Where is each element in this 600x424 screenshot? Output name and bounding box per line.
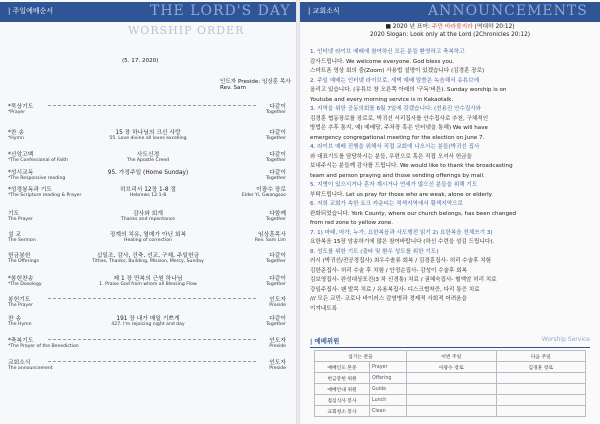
- item-label-ko: *묵상기도: [8, 104, 34, 110]
- service-row: [315, 373, 586, 384]
- item-leader-en: Preside: [269, 344, 286, 349]
- service-this-week: [407, 373, 497, 384]
- announcement-line: 김한준집사- 허리 수술 후 치험 / 안정순집사- 감성이 수술후 회복: [310, 267, 468, 274]
- order-item: [8, 167, 286, 185]
- service-role: 교회청소 봉사: [315, 406, 370, 417]
- announcement-line: 김경훈 협동장로를 장로로, 박귀선 서리집사를 안수집사로 추천, 구체적인: [310, 115, 489, 122]
- item-content-en: Hebrews 12:1-8: [129, 193, 167, 198]
- service-next-week: 김경훈 장로: [496, 362, 586, 373]
- item-content-en: 1. Praise God from whom all Blessing Flow: [99, 282, 197, 287]
- order-line-en: [8, 136, 286, 143]
- item-label-en: The Offerings: [8, 259, 39, 264]
- order-line-en: [8, 238, 286, 245]
- item-label-en: *The Doxology: [8, 282, 42, 287]
- service-role-en: Guide: [370, 384, 407, 395]
- item-label-en: The Prayer: [8, 303, 33, 308]
- item-content: 감사와 회개: [133, 211, 163, 217]
- service-role: 헌금봉헌 위원: [315, 373, 370, 384]
- order-item: [8, 273, 286, 291]
- announcement-line: 와 대표기도를 담당하시는 분들, 우편으로 혹은 직접 오셔서 헌금을: [310, 153, 472, 160]
- item-label-ko: 기도: [8, 211, 20, 217]
- item-label-en: The Hymn: [8, 322, 32, 327]
- item-label-ko: *찬 송: [8, 130, 24, 136]
- service-next-week: [496, 384, 586, 395]
- slogan: [300, 23, 600, 39]
- item-label-en: *Hymn: [8, 136, 24, 141]
- item-label-en: *The Scripture reading & Prayer: [8, 193, 82, 198]
- item-label-ko: 찬 송: [8, 316, 22, 322]
- order-line-ko: [8, 250, 286, 258]
- order-line-ko: [8, 208, 286, 216]
- item-leader: 이광수 장로: [256, 187, 286, 193]
- item-label-ko: *봉헌찬송: [8, 276, 34, 282]
- leader-dots: [48, 361, 256, 362]
- header-cell: 섬기는 분들: [315, 351, 407, 362]
- item-leader-en: Together: [265, 217, 286, 222]
- service-header-row: [315, 351, 586, 362]
- left-page: [0, 0, 296, 424]
- item-content: 히브리서 12장 1-8 절: [120, 187, 176, 193]
- announcement-line: 감사드립니다. We welcome everyone. God bless you.: [310, 58, 455, 65]
- right-page: [300, 0, 600, 424]
- item-leader: 다같이: [269, 253, 286, 259]
- item-leader: 인도자: [269, 338, 286, 344]
- service-role: 예배안내 위원: [315, 384, 370, 395]
- service-next-week: [496, 406, 586, 417]
- order-item: [8, 229, 286, 247]
- item-leader-en: Together: [265, 176, 286, 181]
- order-item: [8, 127, 286, 145]
- item-content: 십일조, 감사, 건축, 선교, 구제, 주일헌금: [96, 253, 200, 259]
- item-label-ko: 헌금봉헌: [8, 253, 31, 259]
- page-title: THE LORD'S DAY: [150, 3, 291, 19]
- order-line-ko: [8, 273, 286, 281]
- page-subtitle: WORSHIP ORDER: [128, 24, 245, 37]
- service-row: [315, 384, 586, 395]
- order-line-en: [8, 344, 286, 351]
- service-role-en: Prayer: [370, 362, 407, 373]
- service-this-week: 이광수 장로: [407, 362, 497, 373]
- item-leader: 다같이: [269, 152, 286, 158]
- item-label-ko: 교회소식: [8, 360, 31, 366]
- announcement-line: 3. 지역을 위한 공동의회를 6월 7일에 갖겠습니다. (전용진 안수집사와: [310, 106, 482, 112]
- order-item: [8, 250, 286, 268]
- announcement-line: from red zone to yellow zone.: [310, 220, 394, 226]
- order-line-en: [8, 259, 286, 266]
- slogan-prefix: ■ 2020 년 표어:: [385, 24, 432, 30]
- announcement-line: team and person praying and those sending offerings by mail.: [310, 172, 485, 179]
- order-item: [8, 184, 286, 202]
- item-content: 제 1 장 만복의 근원 하나님: [113, 276, 183, 282]
- slogan-en: 2020 Slogan: Look only at the Lord (2Chronicles 20:12): [369, 32, 531, 38]
- announcement-line: 방법은 추후 통지, 예) 예배당, 주차장 혹은 인터넷을 통해) We will have: [310, 125, 488, 131]
- service-table: [314, 350, 586, 417]
- announcement-line: 7. 1) 마태, 마가, 누가, 요한복음과 사도행전 읽기 2) 요한복음 전체쓰기 3): [310, 229, 493, 236]
- item-leader: 다같이: [269, 170, 286, 176]
- item-content-en: Healing of correction: [124, 238, 172, 243]
- order-line-en: [8, 110, 286, 117]
- announcement-line: 8. 성도를 위한 기도 (출타 및 환우 성도를 위한 기도): [310, 248, 439, 255]
- announcement-line: /// 모든 교민- 코로나 바이러스 감염병과 경제적 사회적 어려움을: [310, 296, 467, 302]
- item-leader: 인도자: [269, 297, 286, 303]
- order-line-ko: [8, 357, 286, 365]
- section-label: | 교회소식: [308, 7, 340, 15]
- item-leader: 인도자: [269, 360, 286, 366]
- leader-dots: [48, 298, 256, 299]
- order-line-ko: [8, 101, 286, 109]
- item-label-en: The Sermon: [8, 238, 36, 243]
- item-leader-en: Together: [265, 136, 286, 141]
- order-line-ko: [8, 294, 286, 302]
- item-leader: 다함께: [269, 211, 286, 217]
- service-role-en: Clean: [370, 406, 407, 417]
- leader-dots: [48, 339, 256, 340]
- item-leader: 다같이: [269, 104, 286, 110]
- announcement-line: 1. 인터넷 라이브 예배에 참여하신 모든 분들 환영하고 축복하고: [310, 49, 465, 55]
- announcement-line: 부탁드립니다. Let us pray for those who are weak, alone or elderly.: [310, 191, 493, 198]
- officiant: 인도자 Preside: 임상훈 목사 Rev. Sam: [220, 79, 291, 91]
- item-label-ko: *축복기도: [8, 338, 34, 344]
- item-leader-en: Preside: [269, 366, 286, 371]
- item-content: 사도신경: [136, 152, 160, 158]
- slogan-highlight: 주만 바라볼지라: [431, 24, 473, 30]
- order-line-ko: [8, 313, 286, 321]
- service-role-en: Offering: [370, 373, 407, 384]
- order-line-en: [8, 366, 286, 373]
- order-item: [8, 357, 286, 375]
- section-label: | 주일예배순서: [8, 7, 54, 15]
- item-leader-en: Elder Yi, Gwangsoo: [241, 193, 286, 198]
- item-content: 징계의 치유, 열매가 아닌 회복: [109, 232, 187, 238]
- service-next-week: [496, 373, 586, 384]
- item-label-en: The Prayer: [8, 217, 33, 222]
- service-role-en: Lunch: [370, 395, 407, 406]
- service-row: [315, 395, 586, 406]
- order-line-ko: [8, 127, 286, 135]
- item-content-en: Tithes, Thanks, Building, Mission, Mercy, Sunday: [92, 259, 204, 264]
- service-title: | 예배위원: [310, 337, 340, 345]
- item-content: 15 장 하나님의 크신 사랑: [115, 130, 181, 136]
- order-line-en: [8, 193, 286, 200]
- service-role: 예배인도 본문: [315, 362, 370, 373]
- announcement-line: 김보영집사- 완성대상포진(3 차 신경통) 치료 / 권혜숙집사- 혈액암 허리 치료: [310, 277, 497, 283]
- item-content-en: Thanks and repentance: [120, 217, 176, 222]
- announcement-line: 요한복음 15장 암송하기에 많은 참여바랍니다 (하신 수련을 섬김 드립니다).: [310, 239, 495, 245]
- item-leader: 다같이: [269, 276, 286, 282]
- order-item: [8, 149, 286, 167]
- order-line-en: [8, 217, 286, 224]
- announcement-line: 러시 (박귀선/전공경집사) 최우수솔류 회복 / 김경훈집사- 허리 수술후 치험: [310, 258, 492, 264]
- order-item: [8, 313, 286, 331]
- service-next-week: [496, 395, 586, 406]
- item-label-en: The announcement: [8, 366, 53, 371]
- item-label-en: *Prayer: [8, 110, 26, 115]
- header-cell: 이번 주일: [407, 351, 497, 362]
- page-title: ANNOUNCEMENTS: [428, 3, 588, 19]
- item-label-en: *The Prayer of the Benediction: [8, 344, 79, 349]
- item-leader-en: Together: [265, 110, 286, 115]
- order-line-ko: [8, 229, 286, 237]
- announcement-line: 6. 저희 교회가 속한 요크 카운티는 적색지역에서 황색지역으로: [310, 201, 463, 207]
- service-row: [315, 362, 586, 373]
- announcement-line: 올리고 있습니다. (유튜브 창 오른쪽 아래의 '구독'버튼). Sunday worship is on: [310, 87, 507, 93]
- item-label-ko: *성시교독: [8, 170, 34, 176]
- announcement-line: emergency congregational meeting for the election on June 7.: [310, 134, 485, 141]
- item-leader: 다같이: [269, 130, 286, 136]
- service-title-en: Worship Service: [541, 336, 590, 343]
- order-line-en: [8, 176, 286, 183]
- order-line-ko: [8, 167, 286, 175]
- service-row: [315, 406, 586, 417]
- announcement-line: Youtube and every morning service is in Kakaotalk.: [310, 96, 454, 103]
- item-content: 191 장 내가 매일 기쁘게: [116, 316, 180, 322]
- service-this-week: [407, 395, 497, 406]
- item-content-en: 427. I'm rejoicing night and day: [111, 322, 185, 327]
- item-label-ko: *성경봉독과 기도: [8, 187, 52, 193]
- announcement-line: 2. 주일 예배는 인터넷 라이브로, 새벽 예배 말씀은 녹음해서 유튜브에: [310, 77, 480, 84]
- announcement-line: 보내주시는 분들께 감사를 드립니다. We would like to thank the broadcasting: [310, 163, 513, 169]
- order-item: [8, 101, 286, 119]
- slogan-ref: (역대하 20:12): [472, 24, 515, 30]
- item-label-ko: 설 교: [8, 232, 22, 238]
- order-line-en: [8, 158, 286, 165]
- header-cell: 다음 주일: [496, 351, 586, 362]
- announcement-line: 완화되었습니다. York County, where our church belongs, has been changed: [310, 210, 517, 217]
- item-content-en: The Apostle Creed: [126, 158, 170, 163]
- announcement-line: 이겨내도록: [310, 305, 338, 312]
- item-leader: 임상훈목사: [258, 232, 286, 238]
- service-this-week: [407, 384, 497, 395]
- item-leader: 다같이: [269, 316, 286, 322]
- order-line-en: [8, 322, 286, 329]
- order-line-ko: [8, 184, 286, 192]
- order-item: [8, 335, 286, 353]
- announcement-list: [310, 48, 590, 314]
- announcement-line: 강일주집사- 팬 발목 치료 / 유용복집사- 디스크협착증, 다리 통증 치료: [310, 286, 480, 293]
- order-line-en: [8, 303, 286, 310]
- item-label-en: *The Confessional of Faith: [8, 158, 68, 163]
- order-item: [8, 294, 286, 312]
- item-leader-en: Preside: [269, 303, 286, 308]
- leader-dots: [48, 105, 256, 106]
- item-leader-en: Together: [265, 259, 286, 264]
- item-leader-en: Together: [265, 158, 286, 163]
- service-role: 점심식사 봉사: [315, 395, 370, 406]
- item-content-en: 55. Love divine all loves excelling: [109, 136, 187, 141]
- left-header-band: [0, 2, 296, 22]
- item-leader-en: Together: [265, 282, 286, 287]
- item-label-ko: 봉헌기도: [8, 297, 31, 303]
- service-heading: [310, 335, 590, 348]
- item-leader-en: Together: [265, 322, 286, 327]
- announcement-line: 5. 지병이 있으시거나 혼자 계시거나 연세가 많으신 분들을 위해 기도: [310, 182, 478, 188]
- order-item: [8, 208, 286, 226]
- item-label-en: *The Responsive reading: [8, 176, 66, 181]
- service-date: (5. 17. 2020): [122, 58, 159, 64]
- order-line-en: [8, 282, 286, 289]
- announcement-line: 스마트폰 영상 회의 줌(Zoom) 사용법 설명이 있겠습니다 (김경훈 장로): [310, 68, 485, 74]
- announcement-line: 4. 라이브 예배 진행을 위해서 직접 교회에 나오시는 분들(박귀선 집사: [310, 144, 480, 150]
- item-leader-en: Rev. Sam Lim: [254, 238, 286, 243]
- service-this-week: [407, 406, 497, 417]
- item-label-ko: *신앙고백: [8, 152, 34, 158]
- right-header-band: [300, 2, 600, 22]
- item-content: 95. 가정주일 (Home Sunday): [107, 170, 189, 176]
- order-line-ko: [8, 335, 286, 343]
- order-line-ko: [8, 149, 286, 157]
